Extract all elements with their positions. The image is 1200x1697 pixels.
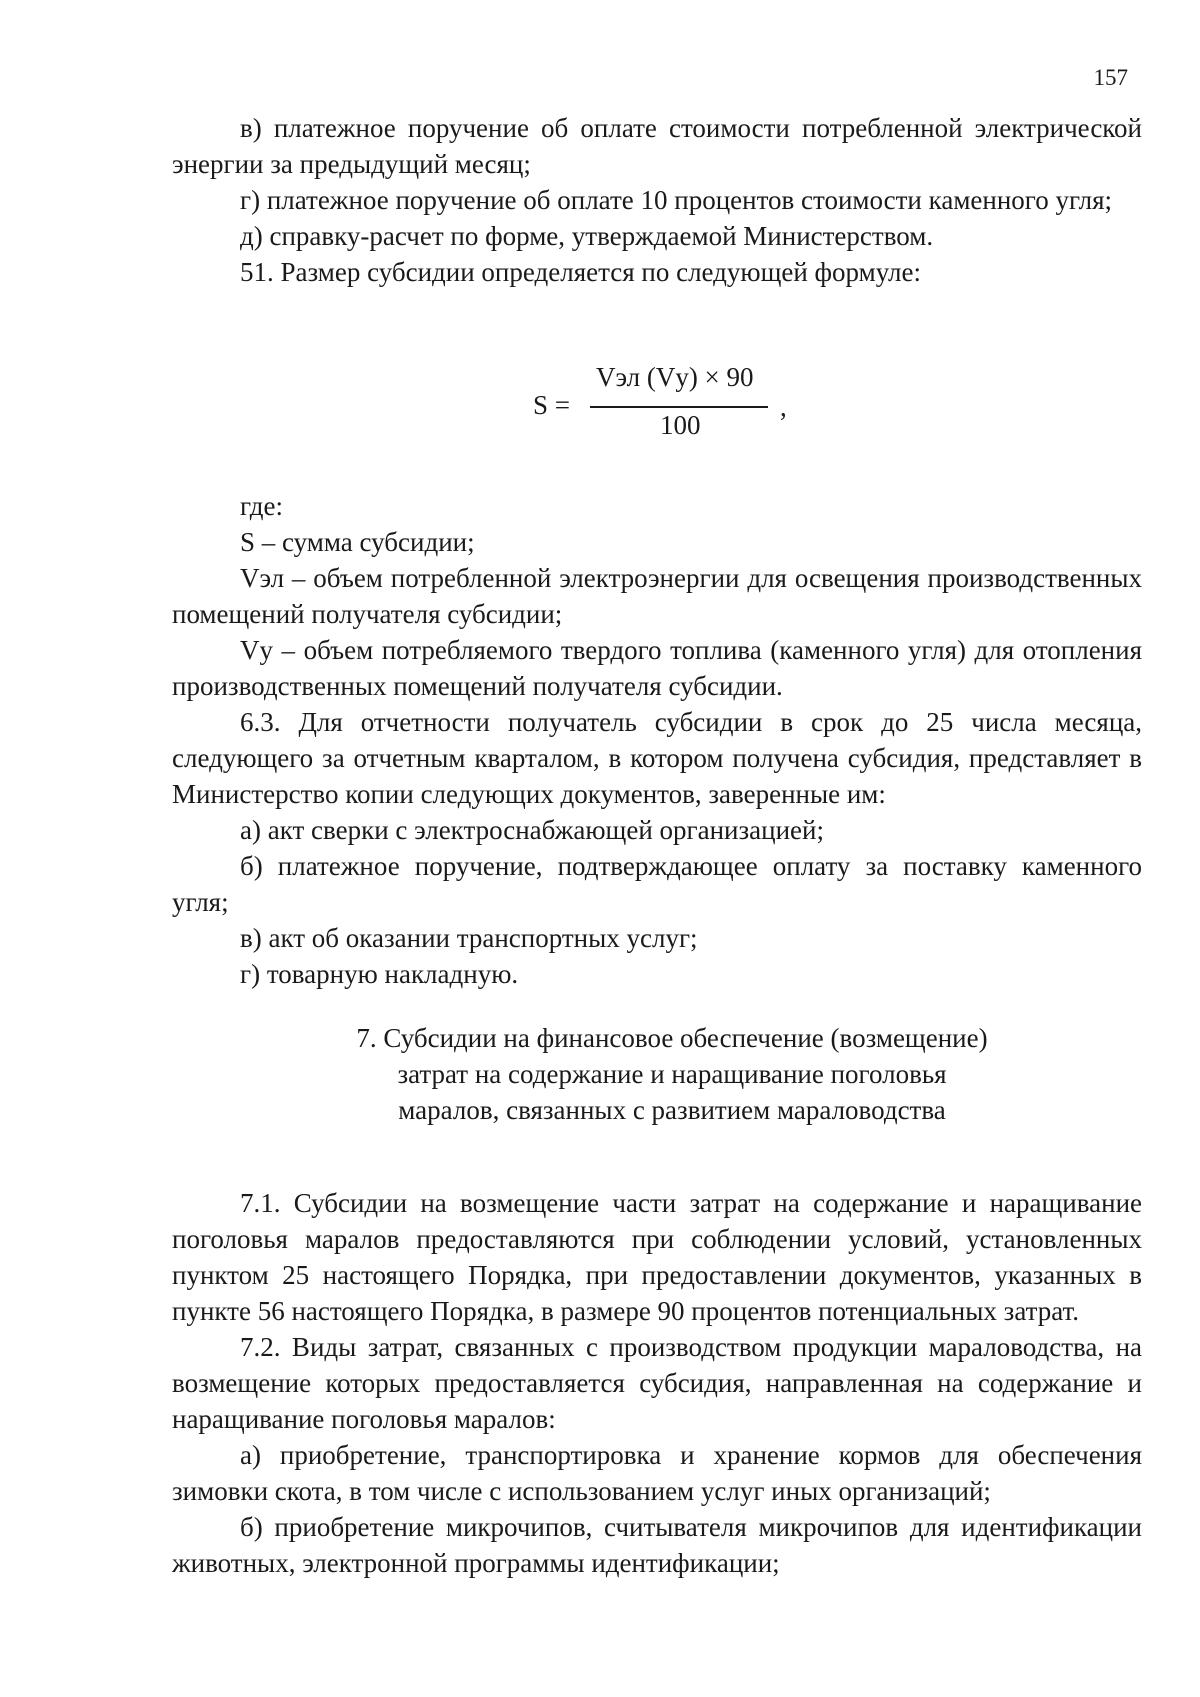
paragraph: а) акт сверки с электроснабжающей организацией; bbox=[240, 815, 824, 845]
paragraph: г) товарную накладную. bbox=[240, 959, 519, 989]
section-title-line: маралов, связанных с развитием мараловодства bbox=[398, 1095, 946, 1125]
paragraph: Vэл – объем потребленной электроэнергии для освещения производственных помещений получателя субсидии; bbox=[172, 563, 1142, 629]
paragraph: 7.1. Субсидии на возмещение части затрат на содержание и наращивание поголовья маралов предоставляются при соблюдении условий, установленных пунктом 25 настоящего Порядка, при предоставлении документов, указанных в пункте 56 настоящего Порядка, в размере 90 процентов потенциальных затрат. bbox=[172, 1188, 1142, 1326]
formula-lhs: S = bbox=[533, 390, 570, 420]
section-title-line: затрат на содержание и наращивание поголовья bbox=[397, 1059, 947, 1089]
text-block-top bbox=[172, 110, 1142, 290]
paragraph: S – сумма субсидии; bbox=[240, 527, 475, 557]
paragraph: а) приобретение, транспортировка и хранение кормов для обеспечения зимовки скота, в том числе с использованием услуг иных организаций; bbox=[172, 1440, 1142, 1506]
formula-denominator: 100 bbox=[660, 410, 701, 440]
paragraph: б) приобретение микрочипов, считывателя микрочипов для идентификации животных, электронной программы идентификации; bbox=[172, 1512, 1142, 1578]
text-block-middle bbox=[172, 488, 1142, 992]
paragraph: в) платежное поручение об оплате стоимости потребленной электрической энергии за предыдущий месяц; bbox=[172, 113, 1142, 179]
formula-numerator: Vэл (Vу) × 90 bbox=[596, 362, 754, 392]
text-block-bottom bbox=[172, 1185, 1142, 1581]
section-title bbox=[172, 1020, 1172, 1128]
paragraph: д) справку-расчет по форме, утверждаемой Министерством. bbox=[240, 221, 934, 251]
paragraph: 6.3. Для отчетности получатель субсидии в срок до 25 числа месяца, следующего за отчетным кварталом, в котором получена субсидия, представляет в Министерство копии следующих документов, заверенные им: bbox=[172, 707, 1142, 809]
paragraph: г) платежное поручение об оплате 10 процентов стоимости каменного угля; bbox=[240, 185, 1113, 215]
paragraph: б) платежное поручение, подтверждающее оплату за поставку каменного угля; bbox=[172, 851, 1142, 917]
page-number: 157 bbox=[1093, 65, 1128, 90]
paragraph: Vу – объем потребляемого твердого топлива (каменного угля) для отопления производственных помещений получателя субсидии. bbox=[172, 635, 1142, 701]
paragraph: 51. Размер субсидии определяется по следующей формуле: bbox=[240, 257, 921, 287]
section-title-line: 7. Субсидии на финансовое обеспечение (возмещение) bbox=[356, 1023, 988, 1053]
paragraph: 7.2. Виды затрат, связанных с производством продукции мараловодства, на возмещение которых предоставляется субсидия, направленная на содержание и наращивание поголовья маралов: bbox=[172, 1332, 1142, 1434]
fraction-line bbox=[590, 406, 768, 408]
paragraph: в) акт об оказании транспортных услуг; bbox=[240, 923, 698, 953]
subsidy-formula bbox=[0, 362, 1200, 462]
paragraph: где: bbox=[240, 491, 283, 521]
formula-comma: , bbox=[780, 392, 787, 422]
